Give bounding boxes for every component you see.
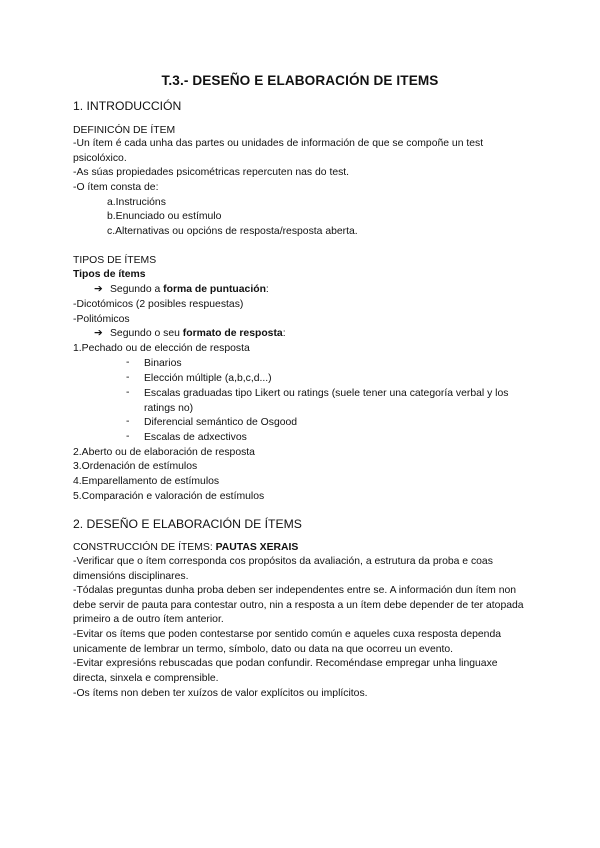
arrow-item-puntuacion: ➔ Segundo a forma de puntuación: <box>94 284 269 295</box>
dash-bullet: - <box>126 372 130 383</box>
dash-list-item: Escalas graduadas tipo Likert ou ratings (suele tener una categoría verbal y los ratings no) <box>144 388 509 414</box>
pauta-paragraph-3: -Evitar os ítems que poden contestarse por sentido común e aqueles cuxa resposta dependa unicamente de lembrar un termo, símbolo, dato ou data na que ocorreu un evento. <box>73 629 502 655</box>
numbered-item: 2.Aberto ou de elaboración de resposta <box>73 447 255 458</box>
definicion-list-item: c.Alternativas ou opcións de resposta/resposta aberta. <box>107 226 358 237</box>
numbered-item: 5.Comparación e valoración de estímulos <box>73 491 265 502</box>
section-heading-deseno: 2. DESEÑO E ELABORACIÓN DE ÍTEMS <box>73 517 302 531</box>
dash-bullet: - <box>126 387 130 398</box>
dash-list-item: Elección múltiple (a,b,c,d...) <box>144 373 272 384</box>
pauta-paragraph-5: -Os ítems non deben ter xuízos de valor explícitos ou implícitos. <box>73 688 368 699</box>
pechado-line: 1.Pechado ou de elección de resposta <box>73 343 250 354</box>
definicion-list-item: b.Enunciado ou estímulo <box>107 211 222 222</box>
dash-bullet: - <box>126 357 130 368</box>
dash-bullet: - <box>126 416 130 427</box>
document-title: T.3.- DESEÑO E ELABORACIÓN DE ITEMS <box>161 73 439 88</box>
section-heading-introduccion: 1. INTRODUCCIÓN <box>73 99 182 113</box>
right-arrow-icon: ➔ <box>94 284 103 295</box>
numbered-item: 3.Ordenación de estímulos <box>73 461 198 472</box>
pauta-paragraph-1: -Verificar que o ítem corresponda cos propósitos da avaliación, a estrutura da proba e coas dimensións disciplinares. <box>73 556 493 582</box>
definicion-paragraph-3: -O ítem consta de: <box>73 182 159 193</box>
arrow-item-formato: ➔ Segundo o seu formato de resposta: <box>94 328 286 339</box>
construccion-title: CONSTRUCCIÓN DE ÍTEMS: PAUTAS XERAIS <box>73 542 299 553</box>
right-arrow-icon: ➔ <box>94 328 103 339</box>
dash-list-item: Diferencial semántico de Osgood <box>144 417 298 428</box>
definicion-paragraph-2: -As súas propiedades psicométricas repercuten nas do test. <box>73 167 350 178</box>
dash-list-item: Escalas de adxectivos <box>144 432 247 443</box>
dash-bullet: - <box>126 431 130 442</box>
pauta-paragraph-2: -Tódalas preguntas dunha proba deben ser independentes entre se. A información dun ítem non debe servir de pauta para contestar outro, nin a resposta a un ítem debe depender de ter atopada primeiro a de outro ítem anterior. <box>73 585 524 626</box>
definicion-title: DEFINICÓN DE ÍTEM <box>73 125 176 136</box>
pauta-paragraph-4: -Evitar expresións rebuscadas que podan confundir. Recoméndase empregar unha linguaxe directa, sinxela e comprensible. <box>73 658 498 684</box>
tipos-bold-heading: Tipos de ítems <box>73 269 146 280</box>
tipos-title: TIPOS DE ÍTEMS <box>73 255 157 266</box>
dash-list-item: Binarios <box>144 358 182 369</box>
definicion-paragraph-1: -Un ítem é cada unha das partes ou unidades de información de que se compoñe un test psicolóxico. <box>73 138 484 164</box>
dicotomicos-line: -Dicotómicos (2 posibles respuestas) <box>73 299 244 310</box>
definicion-list-item: a.Instrucións <box>107 197 166 208</box>
politomicos-line: -Politómicos <box>73 314 130 325</box>
numbered-item: 4.Emparellamento de estímulos <box>73 476 220 487</box>
